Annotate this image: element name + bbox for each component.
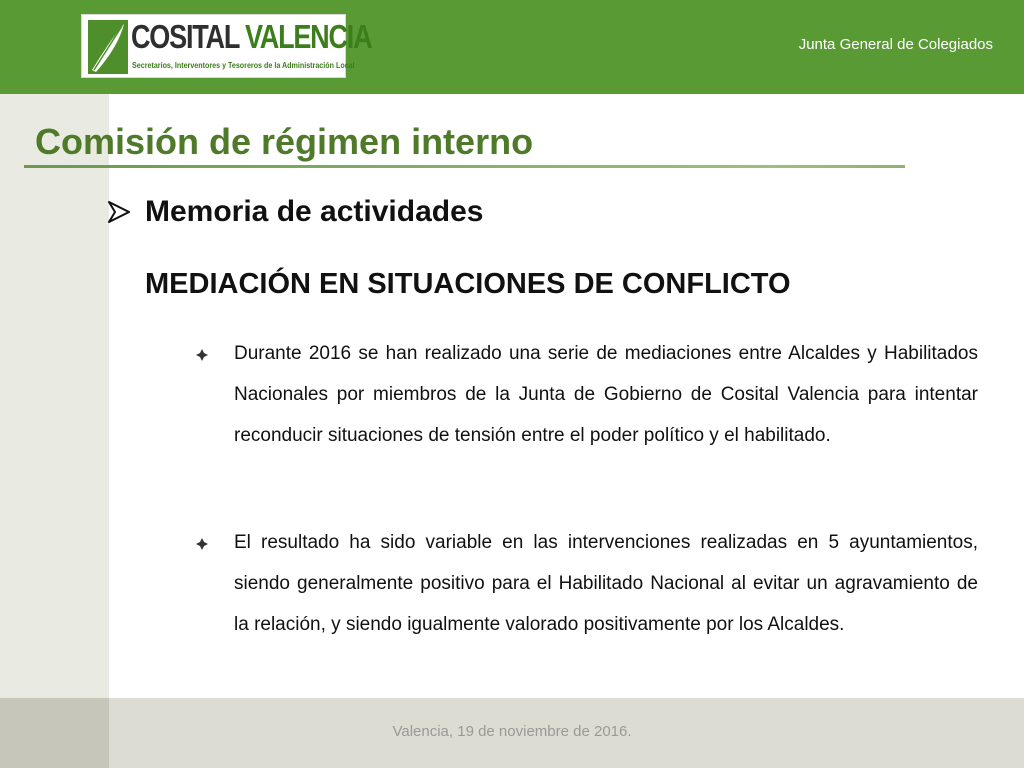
logo-quill-icon <box>88 20 128 74</box>
diamond-bullet-icon <box>196 349 208 361</box>
paragraph-mediation: Durante 2016 se han realizado una serie de mediaciones entre Alcaldes y Habilitados Nacionales por miembros de la Junta de Gobierno de Cosital Valencia para intentar reconducir situaciones de tensión entre el poder político y el habilitado. <box>234 343 978 446</box>
section-heading: Memoria de actividades <box>145 195 484 228</box>
logo-name: COSITAL VALENCIA <box>131 18 372 55</box>
header-title: Junta General de Colegiados <box>798 36 993 53</box>
logo-subtitle: Secretarios, Interventores y Tesoreros de la Administración Local <box>132 60 355 70</box>
footer-date: Valencia, 19 de noviembre de 2016. <box>392 723 632 740</box>
slide-title: Comisión de régimen interno <box>35 121 534 162</box>
arrow-bullet-icon <box>106 199 132 225</box>
paragraph-result: El resultado ha sido variable en las intervenciones realizadas en 5 ayuntamientos, siendo generalmente positivo para el Habilitado Nacional al evitar un agravamiento de la relación, y siendo igualmente valorado positivamente por los Alcaldes. <box>234 532 978 635</box>
section-subheading: MEDIACIÓN EN SITUACIONES DE CONFLICTO <box>145 268 791 300</box>
cosital-logo <box>81 14 372 78</box>
title-underline <box>24 165 905 168</box>
header-bar <box>0 0 1024 94</box>
diamond-bullet-icon <box>196 538 208 550</box>
left-decorative-band <box>0 94 109 698</box>
